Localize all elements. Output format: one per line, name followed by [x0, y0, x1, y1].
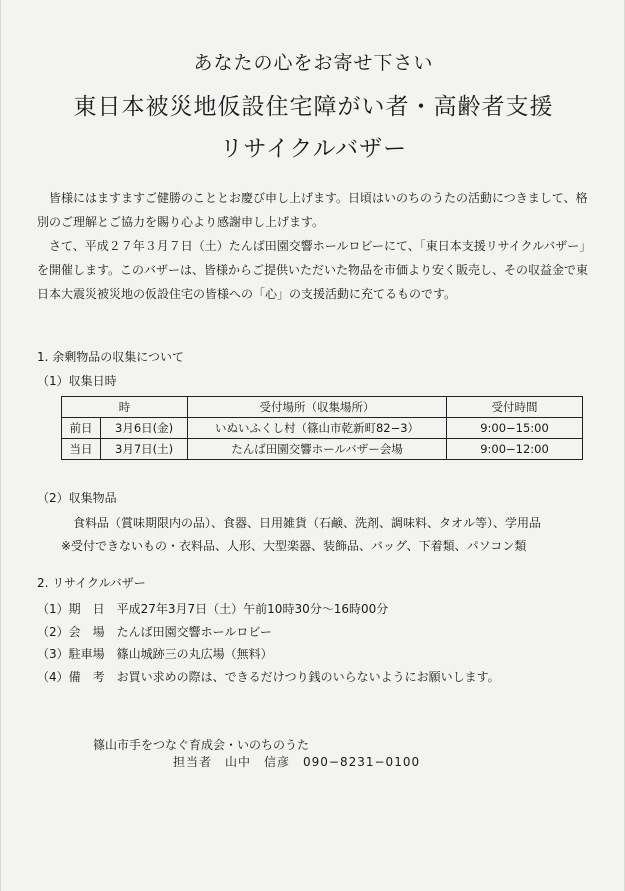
header-time: 受付時間 [447, 397, 583, 418]
section-2-heading: 2. リサイクルバザー [37, 576, 146, 590]
row-date: 3月6日(金) [101, 418, 188, 439]
section-1-heading: 1. 余剰物品の収集について [37, 350, 185, 364]
title-tagline: あなたの心をお寄せ下さい [193, 52, 434, 74]
contact-person: 担当者 山中 信彦 090−8231−0100 [173, 755, 421, 769]
title-main: 東日本被災地仮設住宅障がい者・高齢者支援 [73, 94, 554, 120]
row-time: 9:00−15:00 [447, 418, 583, 439]
intro-paragraph-2: さて、平成２７年３月７日（土）たんば田園交響ホールロビーにて、「東日本支援リサイクルバザー」を開催します。このバザーは、皆様からご提供いただいた物品を市価より安く販売し、その収益金で東日本大震災被災地の仮設住宅の皆様への「心」の支援活動に充てるものです。 [37, 239, 592, 301]
row-date: 3月7日(土) [101, 439, 188, 460]
bazaar-venue: （2）会 場 たんば田園交響ホールロビー [37, 624, 272, 639]
header-date: 時 [62, 397, 188, 418]
row-place: たんば田園交響ホールバザー会場 [188, 439, 447, 460]
row-place: いぬいふくし村（篠山市乾新町82−3） [188, 418, 447, 439]
intro-text [37, 186, 597, 306]
row-time: 9:00−12:00 [447, 439, 583, 460]
row-day: 当日 [62, 439, 101, 460]
bazaar-notes: （4）備 考 お買い求めの際は、できるだけつり銭のいらないようにお願いします。 [37, 669, 500, 684]
table-row [62, 439, 583, 460]
bazaar-date: （1）期 日 平成27年3月7日（土）午前10時30分〜16時00分 [37, 602, 389, 616]
bazaar-parking: （3）駐車場 篠山城跡三の丸広場（無料） [37, 647, 273, 661]
row-day: 前日 [62, 418, 101, 439]
collection-schedule-table [61, 396, 583, 460]
accepted-items: 食料品（賞味期限内の品）、食器、日用雑貨（石鹸、洗剤、調味料、タオル等）、学用品 [73, 516, 542, 530]
bazaar-details [37, 598, 500, 688]
collected-items-heading: （2）収集物品 [37, 491, 117, 505]
organizer-name: 篠山市手をつなぐ育成会・いのちのうた [93, 738, 310, 752]
table-header-row [62, 397, 583, 418]
rejected-items: ※受付できないもの・衣料品、人形、大型楽器、装飾品、バッグ、下着類、パソコン類 [61, 539, 527, 553]
collected-items-list [61, 512, 541, 558]
intro-paragraph-1: 皆様にはますますご健勝のこととお慶び申し上げます。日頃はいのちのうたの活動につきまして、格別のご理解とご協力を賜り心より感謝申し上げます。 [37, 191, 588, 229]
header-place: 受付場所（収集場所） [188, 397, 447, 418]
title-event: リサイクルバザー [219, 136, 408, 162]
table-row [62, 418, 583, 439]
collection-schedule-heading: （1）収集日時 [37, 374, 117, 388]
